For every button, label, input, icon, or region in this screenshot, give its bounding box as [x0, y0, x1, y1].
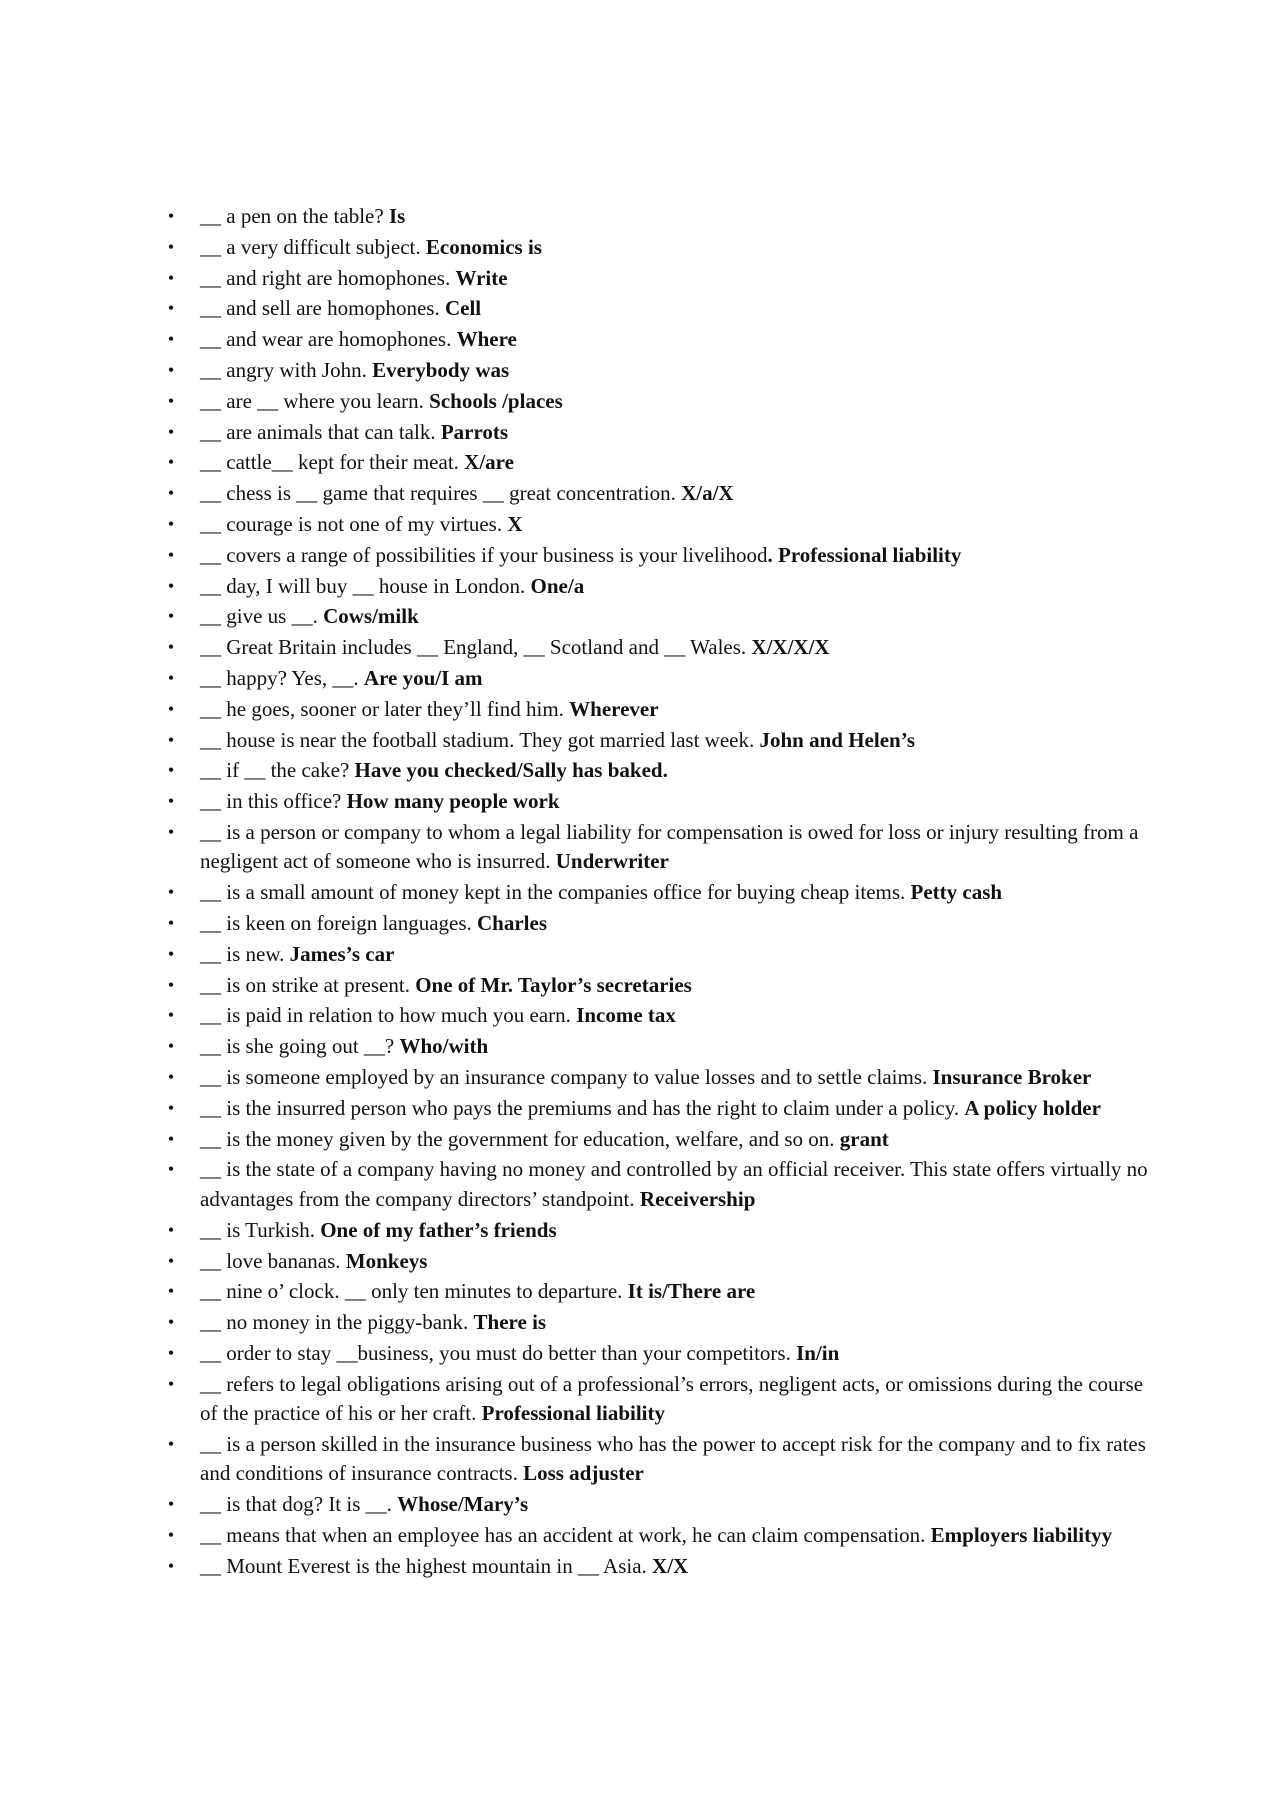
- bullet-icon: •: [167, 760, 175, 781]
- answer-text: In/in: [796, 1340, 840, 1365]
- list-item: [167, 1430, 1165, 1489]
- bullet-icon: •: [167, 1097, 175, 1118]
- question-text: __ is that dog? It is __.: [200, 1492, 398, 1517]
- answer-text: Loss adjuster: [523, 1461, 644, 1486]
- question-text: __ is new.: [200, 941, 290, 966]
- answer-text: Parrots: [440, 419, 509, 444]
- answer-text: Is: [388, 204, 406, 228]
- answer-text: One/a: [530, 573, 585, 598]
- list-item: [167, 1032, 1165, 1062]
- list-item: [167, 356, 1165, 386]
- question-text: __ is on strike at present.: [200, 972, 416, 997]
- list-item: [167, 695, 1165, 725]
- answer-text: John and Helen’s: [759, 727, 916, 752]
- list-item: [167, 909, 1165, 939]
- question-text: __ and sell are homophones.: [200, 296, 445, 321]
- question-text: __ Mount Everest is the highest mountain in __ Asia.: [200, 1553, 653, 1578]
- question-text: __ a pen on the table?: [200, 204, 389, 228]
- bullet-icon: •: [167, 1036, 175, 1057]
- list-item: [167, 387, 1165, 417]
- answer-text: Who/with: [399, 1034, 489, 1059]
- question-text: __ is a small amount of money kept in the companies office for buying cheap items.: [200, 880, 911, 905]
- question-text: __ is the insurred person who pays the premiums and has the right to claim under a policy.: [200, 1095, 965, 1120]
- bullet-icon: •: [167, 729, 175, 750]
- question-text: __ is the state of a company having no money and controlled by an official receiver. This state offers virtually no advantages from the company directors’ standpoint.: [200, 1157, 1148, 1211]
- question-text: __ no money in the piggy-bank.: [200, 1310, 474, 1335]
- list-item: [167, 1370, 1165, 1429]
- list-item: [167, 1001, 1165, 1031]
- bullet-icon: •: [167, 943, 175, 964]
- list-item: [167, 202, 1165, 232]
- list-item: [167, 1094, 1165, 1124]
- bullet-icon: •: [167, 637, 175, 658]
- bullet-icon: •: [167, 791, 175, 812]
- bullet-icon: •: [167, 1373, 175, 1394]
- bullet-icon: •: [167, 359, 175, 380]
- answer-text: X/a/X: [681, 481, 734, 506]
- question-text: __ refers to legal obligations arising out of a professional’s errors, negligent acts, or omissions during the course of the practice of his or her craft.: [200, 1371, 1144, 1426]
- list-item: [167, 264, 1165, 294]
- answer-text: Wherever: [569, 696, 659, 721]
- question-text: __ in this office?: [200, 789, 347, 814]
- answer-text: One of my father’s friends: [320, 1217, 557, 1242]
- bullet-icon: •: [167, 882, 175, 903]
- list-item: [167, 602, 1165, 632]
- list-item: [167, 294, 1165, 324]
- answer-text: Are you/I am: [363, 665, 483, 690]
- question-text: __ house is near the football stadium. They got married last week.: [200, 727, 760, 752]
- question-text: __ he goes, sooner or later they’ll find him.: [200, 696, 570, 721]
- bullet-icon: •: [167, 1525, 175, 1546]
- question-text: __ chess is __ game that requires __ great concentration.: [200, 481, 682, 506]
- answer-text: Whose/Mary’s: [397, 1492, 529, 1517]
- bullet-icon: •: [167, 1159, 175, 1180]
- answer-text: Professional liability: [481, 1401, 665, 1426]
- list-item: [167, 971, 1165, 1001]
- question-text: __ happy? Yes, __.: [200, 665, 364, 690]
- answer-text: X/X: [652, 1553, 689, 1578]
- list-item: [167, 1521, 1165, 1551]
- bullet-icon: •: [167, 1219, 175, 1240]
- bullet-icon: •: [167, 974, 175, 995]
- question-text: __ give us __.: [200, 604, 324, 629]
- answer-text: Cell: [444, 296, 482, 321]
- bullet-icon: •: [167, 1494, 175, 1515]
- bullet-icon: •: [167, 821, 175, 842]
- list-item: [167, 878, 1165, 908]
- answer-text: grant: [839, 1126, 889, 1151]
- bullet-icon: •: [167, 1067, 175, 1088]
- question-text: __ if __ the cake?: [200, 758, 355, 783]
- list-item: [167, 664, 1165, 694]
- bullet-icon: •: [167, 606, 175, 627]
- question-text: __ angry with John.: [200, 357, 373, 382]
- answer-text: There is: [473, 1310, 547, 1335]
- question-text: __ are __ where you learn.: [200, 388, 430, 413]
- question-text: __ Great Britain includes __ England, __ Scotland and __ Wales.: [200, 635, 752, 660]
- question-text: __ covers a range of possibilities if your business is your livelihood: [200, 542, 768, 567]
- bullet-icon: •: [167, 1281, 175, 1302]
- answer-text: Petty cash: [910, 880, 1003, 905]
- bullet-icon: •: [167, 544, 175, 565]
- list-item: [167, 787, 1165, 817]
- bullet-icon: •: [167, 513, 175, 534]
- list-item: [167, 1339, 1165, 1369]
- answer-text: A policy holder: [964, 1095, 1101, 1120]
- list-item: [167, 572, 1165, 602]
- answer-text: Have you checked/Sally has baked.: [354, 758, 668, 783]
- bullet-icon: •: [167, 206, 175, 226]
- bullet-icon: •: [167, 329, 175, 350]
- list-item: [167, 1490, 1165, 1520]
- list-item: [167, 479, 1165, 509]
- answer-text: Write: [455, 265, 508, 290]
- bullet-icon: •: [167, 1250, 175, 1271]
- question-text: __ love bananas.: [200, 1248, 346, 1273]
- answer-text: Monkeys: [345, 1248, 428, 1273]
- question-text: __ is keen on foreign languages.: [200, 911, 478, 936]
- list-item: [167, 325, 1165, 355]
- list-item: [167, 510, 1165, 540]
- question-text: __ is a person or company to whom a legal liability for compensation is owed for loss or injury resulting from a negligent act of someone who is insurred.: [200, 819, 1139, 874]
- question-text: __ is someone employed by an insurance company to value losses and to settle claims.: [200, 1065, 933, 1090]
- list-item: [167, 818, 1165, 877]
- bullet-icon: •: [167, 298, 175, 319]
- question-text: __ is a person skilled in the insurance business who has the power to accept risk for the company and to fix rates and conditions of insurance contracts.: [200, 1431, 1146, 1486]
- answer-text: Everybody was: [372, 357, 510, 382]
- bullet-icon: •: [167, 483, 175, 504]
- answer-text: James’s car: [289, 941, 395, 966]
- question-text: __ means that when an employee has an accident at work, he can claim compensation.: [200, 1523, 931, 1548]
- answer-text: Employers liabilityy: [930, 1523, 1113, 1548]
- bullet-icon: •: [167, 1128, 175, 1149]
- question-text: __ courage is not one of my virtues.: [200, 511, 508, 536]
- bullet-icon: •: [167, 1312, 175, 1333]
- list-item: [167, 418, 1165, 448]
- list-item: [167, 633, 1165, 663]
- bullet-icon: •: [167, 913, 175, 934]
- question-text: __ a very difficult subject.: [200, 234, 426, 259]
- list-item: [167, 1247, 1165, 1277]
- answer-text: Charles: [477, 911, 548, 936]
- bullet-icon: •: [167, 267, 175, 288]
- answer-text: Insurance Broker: [932, 1065, 1092, 1090]
- list-item: [167, 1125, 1165, 1155]
- question-text: __ is she going out __?: [200, 1034, 400, 1059]
- answer-text: Underwriter: [555, 849, 669, 874]
- bullet-icon: •: [167, 698, 175, 719]
- question-text: __ is paid in relation to how much you earn.: [200, 1003, 577, 1028]
- bullet-icon: •: [167, 667, 175, 688]
- answer-text: Economics is: [425, 234, 542, 259]
- bullet-icon: •: [167, 1005, 175, 1026]
- bullet-icon: •: [167, 421, 175, 442]
- question-text: __ nine o’ clock. __ only ten minutes to departure.: [200, 1279, 628, 1304]
- answer-text: . Professional liability: [767, 542, 962, 567]
- list-item: [167, 1155, 1165, 1214]
- answer-text: Income tax: [576, 1003, 676, 1028]
- answer-text: X/are: [464, 450, 514, 475]
- answer-text: It is/There are: [627, 1279, 756, 1304]
- list-item: [167, 756, 1165, 786]
- bullet-icon: •: [167, 1555, 175, 1576]
- answer-text: Cows/milk: [323, 604, 419, 629]
- list-item: [167, 726, 1165, 756]
- question-text: __ and right are homophones.: [200, 265, 456, 290]
- answer-text: Receivership: [639, 1186, 756, 1211]
- list-item: [167, 1063, 1165, 1093]
- answer-text: X: [507, 511, 523, 536]
- bullet-icon: •: [167, 1342, 175, 1363]
- list-item: [167, 1216, 1165, 1246]
- answer-text: How many people work: [346, 789, 560, 814]
- answer-text: Where: [456, 327, 517, 352]
- bullet-icon: •: [167, 575, 175, 596]
- answer-text: One of Mr. Taylor’s secretaries: [415, 972, 692, 997]
- answer-text: X/X/X/X: [751, 635, 830, 660]
- question-text: __ are animals that can talk.: [200, 419, 441, 444]
- question-text: __ is the money given by the government for education, welfare, and so on.: [200, 1126, 840, 1151]
- bullet-icon: •: [167, 236, 175, 257]
- list-item: [167, 233, 1165, 263]
- list-item: [167, 541, 1165, 571]
- bullet-icon: •: [167, 1433, 175, 1454]
- list-item: [167, 1552, 1165, 1582]
- question-list: [167, 202, 1165, 1583]
- list-item: [167, 1308, 1165, 1338]
- list-item: [167, 1277, 1165, 1307]
- bullet-icon: •: [167, 452, 175, 473]
- question-text: __ is Turkish.: [200, 1217, 321, 1242]
- question-text: __ day, I will buy __ house in London.: [200, 573, 531, 598]
- answer-text: Schools /places: [429, 388, 563, 413]
- list-item: [167, 448, 1165, 478]
- list-item: [167, 940, 1165, 970]
- question-text: __ cattle__ kept for their meat.: [200, 450, 465, 475]
- bullet-icon: •: [167, 390, 175, 411]
- question-text: __ and wear are homophones.: [200, 327, 457, 352]
- question-text: __ order to stay __business, you must do better than your competitors.: [200, 1340, 797, 1365]
